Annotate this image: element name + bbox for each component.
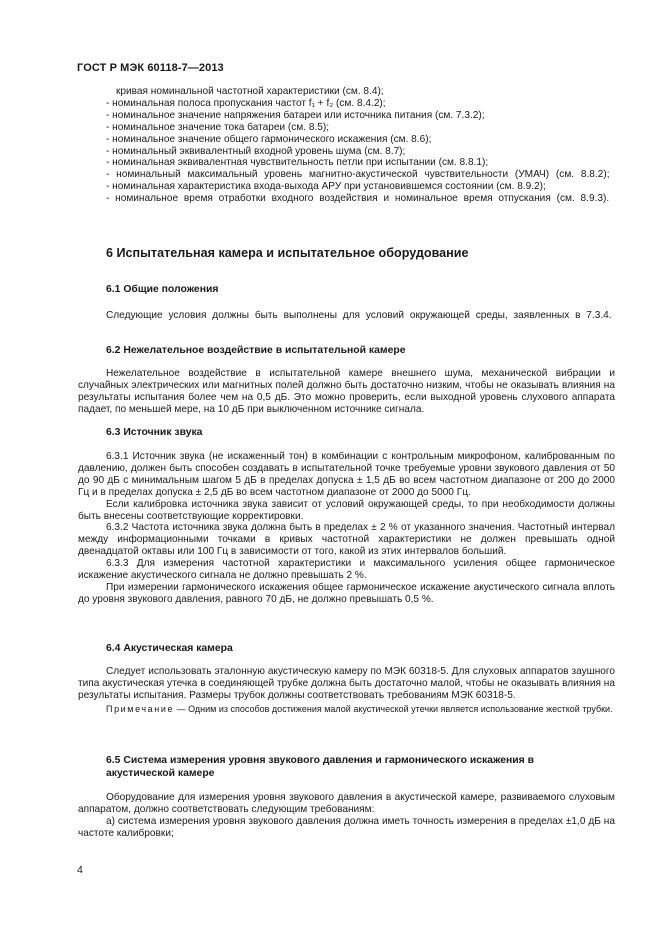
- section-6-title: 6 Испытательная камера и испытательное оборудование: [106, 246, 469, 260]
- section-6-4-title: 6.4 Акустическая камера: [106, 643, 233, 654]
- paragraph: Следующие условия должны быть выполнены для условий окружающей среды, заявленных в 7.3.4.: [106, 310, 612, 321]
- list-item: кривая номинальной частотной характеристики (см. 8.4);: [116, 86, 384, 97]
- list-item: - номинальное значение напряжения батареи или источника питания (см. 7.3.2);: [106, 109, 485, 121]
- section-6-3-body: [78, 451, 615, 606]
- paragraph: Если калибровка источника звука зависит от условий окружающей среды, то при необходимости должны быть внесены соответствующие корректировки.: [78, 498, 615, 522]
- paragraph: Оборудование для измерения уровня звукового давления в акустической камере, развиваемого слуховым аппаратом, должно соответствовать следующим требованиям:: [78, 792, 615, 815]
- note-label: Примечание: [106, 703, 175, 714]
- section-6-2-body: [78, 368, 615, 416]
- section-6-4-body: [78, 666, 615, 715]
- section-6-2-title: 6.2 Нежелательное воздействие в испытательной камере: [106, 345, 406, 356]
- list-item: - номинальная полоса пропускания частот f₁ + f₂ (см. 8.4.2);: [106, 97, 386, 109]
- list-item: - номинальный максимальный уровень магнитно-акустической чувствительности (УМАЧ) (см. 8.8.2);: [106, 169, 610, 181]
- section-6-5-body: [78, 792, 615, 840]
- list-item: - номинальный эквивалентный входной уровень шума (см. 8.7);: [106, 145, 406, 157]
- paragraph: Нежелательное воздействие в испытательной камере внешнего шума, механической вибрации и случайных электрических или магнитных полей должно быть достаточно низким, чтобы не оказывать влияния на результаты испытания более чем на 0,5 дБ. Это можно проверить, если выходной уровень слухового аппарата падает, по меньшей мере, на 10 дБ при выключенном источнике сигнала.: [78, 368, 615, 415]
- list-item: - номинальная эквивалентная чувствительность петли при испытании (см. 8.8.1);: [106, 157, 489, 169]
- section-6-1-body: [78, 310, 615, 322]
- page-number: 4: [77, 864, 83, 876]
- list-item: - номинальное значение общего гармонического искажения (см. 8.6);: [106, 133, 432, 145]
- paragraph: При измерении гармонического искажения общее гармоническое искажение акустического сигнала вплоть до уровня звукового давления, равного 70 дБ, не должно превышать 0,5 %.: [78, 581, 615, 605]
- paragraph: 6.3.2 Частота источника звука должна быть в пределах ± 2 % от указанного значения. Частотный интервал между информационными точками в кривых частотной характеристики не должен превышать одной двенадцатой октавы или 100 Гц в зависимости от того, какой из этих интервалов больший.: [78, 522, 615, 558]
- section-6-3-title: 6.3 Источник звука: [106, 427, 203, 438]
- list-item: - номинальное значение тока батареи (см. 8.5);: [106, 121, 330, 133]
- list-item: а) система измерения уровня звукового давления должна иметь точность измерения в пределах ±1,0 дБ на частоте калибровки;: [78, 815, 615, 839]
- section-6-5-title: 6.5 Система измерения уровня звукового давления и гармонического искажения в акустической камере: [106, 755, 534, 779]
- list-item: - номинальное время отработки входного воздействия и номинальное время отпускания (см. 8.9.3).: [106, 193, 610, 205]
- note-text: — Одним из способов достижения малой акустической утечки является использование жесткой трубки.: [176, 703, 613, 714]
- paragraph: Следует использовать эталонную акустическую камеру по МЭК 60318-5. Для слуховых аппаратов заушного типа акустическая утечка в соединяющей трубке должна быть достаточно малой, чтобы не оказывать влияния на результаты испытания. Размеры трубок должны соответствовать требованиям МЭК 60318-5.: [78, 666, 615, 701]
- list-item: - номинальная характеристика входа-выхода АРУ при установившемся состоянии (см. 8.9.2);: [106, 181, 546, 193]
- characteristics-list: [78, 86, 615, 205]
- document-header: ГОСТ Р МЭК 60118-7—2013: [77, 62, 224, 74]
- section-6-1-title: 6.1 Общие положения: [106, 284, 219, 295]
- paragraph: 6.3.1 Источник звука (не искаженный тон) в комбинации с контрольным микрофоном, калиброванным по давлению, должен быть способен создавать в испытательной точке требуемые уровни звукового давления от 50 до 90 дБ с минимальным шагом 5 дБ в пределах допуска ± 1,5 дБ во всем частотном диапазоне от 200 до 2000 Гц и в пределах допуска ± 2,5 дБ во всем частотном диапазоне от 2000 до 5000 Гц.: [78, 451, 615, 498]
- paragraph: 6.3.3 Для измерения частотной характеристики и максимального усиления общее гармоническое искажение акустического сигнала не должно превышать 2 %.: [78, 558, 615, 582]
- note: [78, 704, 615, 715]
